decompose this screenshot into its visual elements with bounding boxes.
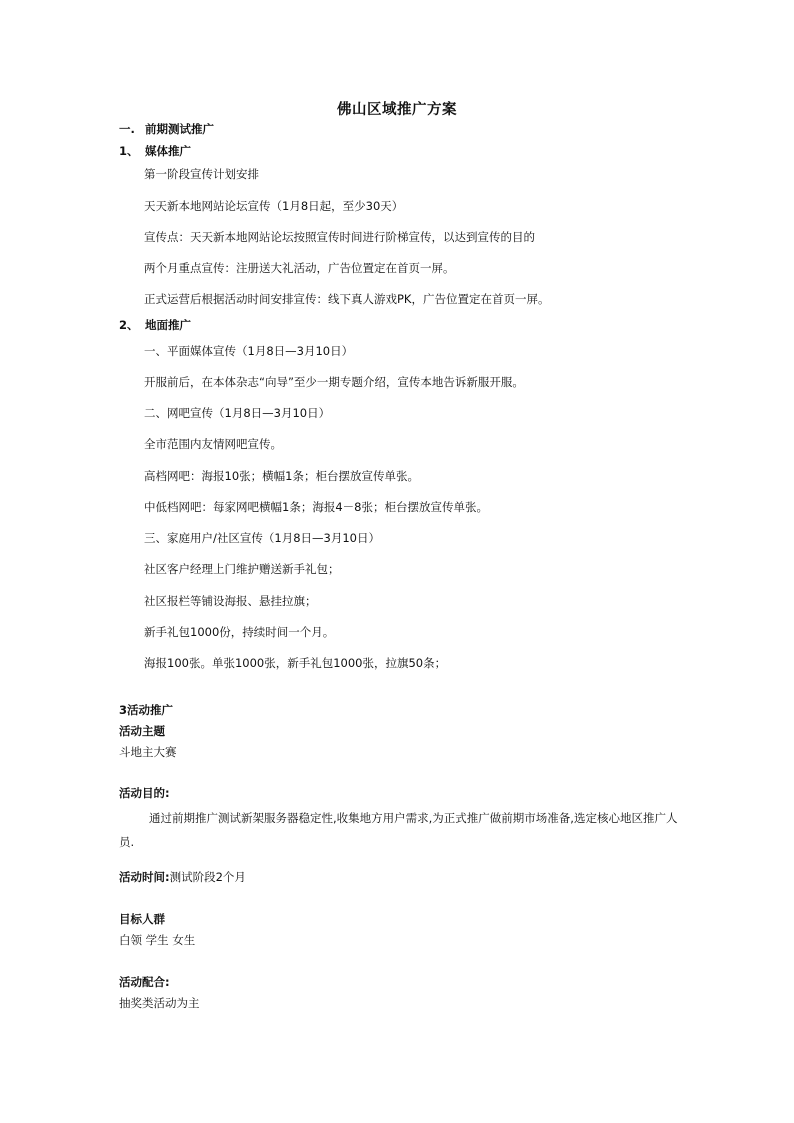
ground-line: 二、网吧宣传（1月8日—3月10日）: [144, 406, 331, 420]
ground-line: 海报100张。单张1000张，新手礼包1000张，拉旗50条；: [144, 656, 447, 670]
activity-coop-label: 活动配合:: [119, 975, 170, 989]
activity-theme-label: 活动主题: [119, 724, 165, 738]
subsection-title: 地面推广: [145, 318, 191, 332]
media-line: 天天新本地网站论坛宣传（1月8日起，至少30天）: [144, 199, 404, 213]
media-line: 宣传点：天天新本地网站论坛按照宣传时间进行阶梯宣传，以达到宣传的目的: [144, 230, 535, 244]
media-line: 第一阶段宣传计划安排: [144, 167, 259, 181]
audience-value: 白领 学生 女生: [119, 933, 196, 947]
ground-line: 中低档网吧：每家网吧横幅1条；海报4－8张；柜台摆放宣传单张。: [144, 500, 488, 514]
ground-line: 全市范围内友情网吧宣传。: [144, 437, 282, 451]
section-title: 前期测试推广: [145, 122, 214, 136]
activity-time-value: 测试阶段2个月: [169, 870, 246, 884]
document-title: 佛山区域推广方案: [337, 102, 457, 118]
subsection-title: 媒体推广: [145, 144, 191, 158]
ground-line: 新手礼包1000份，持续时间一个月。: [144, 625, 335, 639]
activity-goal-text: 通过前期推广测试新架服务器稳定性,收集地方用户需求,为正式推广做前期市场准备,选定核心地区推广人员.: [119, 811, 678, 849]
activity-time-label: 活动时间:: [119, 870, 170, 884]
section-number: 一.: [119, 122, 135, 136]
subsection-number: 1、: [119, 144, 139, 158]
ground-line: 社区客户经理上门维护赠送新手礼包；: [144, 562, 340, 576]
ground-line: 高档网吧：海报10张；横幅1条；柜台摆放宣传单张。: [144, 469, 419, 483]
subsection-number: 2、: [119, 318, 139, 332]
subsection-heading-media: [119, 143, 191, 159]
ground-line: 开服前后，在本体杂志“向导”至少一期专题介绍，宣传本地告诉新服开服。: [144, 375, 524, 389]
ground-line: 社区报栏等铺设海报、悬挂拉旗；: [144, 594, 317, 608]
subsection-heading-ground: [119, 317, 191, 333]
activity-goal-label: 活动目的:: [119, 786, 170, 800]
media-line: 两个月重点宣传：注册送大礼活动，广告位置定在首页一屏。: [144, 261, 455, 275]
section-heading-1: [119, 121, 214, 137]
activity-heading: 3活动推广: [119, 703, 174, 717]
media-line: 正式运营后根据活动时间安排宣传：线下真人游戏PK，广告位置定在首页一屏。: [144, 292, 550, 306]
activity-time-row: [119, 869, 246, 885]
activity-coop-value: 抽奖类活动为主: [119, 996, 200, 1010]
ground-line: 一、平面媒体宣传（1月8日—3月10日）: [144, 344, 354, 358]
audience-label: 目标人群: [119, 912, 165, 926]
activity-theme-value: 斗地主大赛: [119, 745, 177, 759]
ground-line: 三、家庭用户/社区宣传（1月8日—3月10日）: [144, 531, 380, 545]
